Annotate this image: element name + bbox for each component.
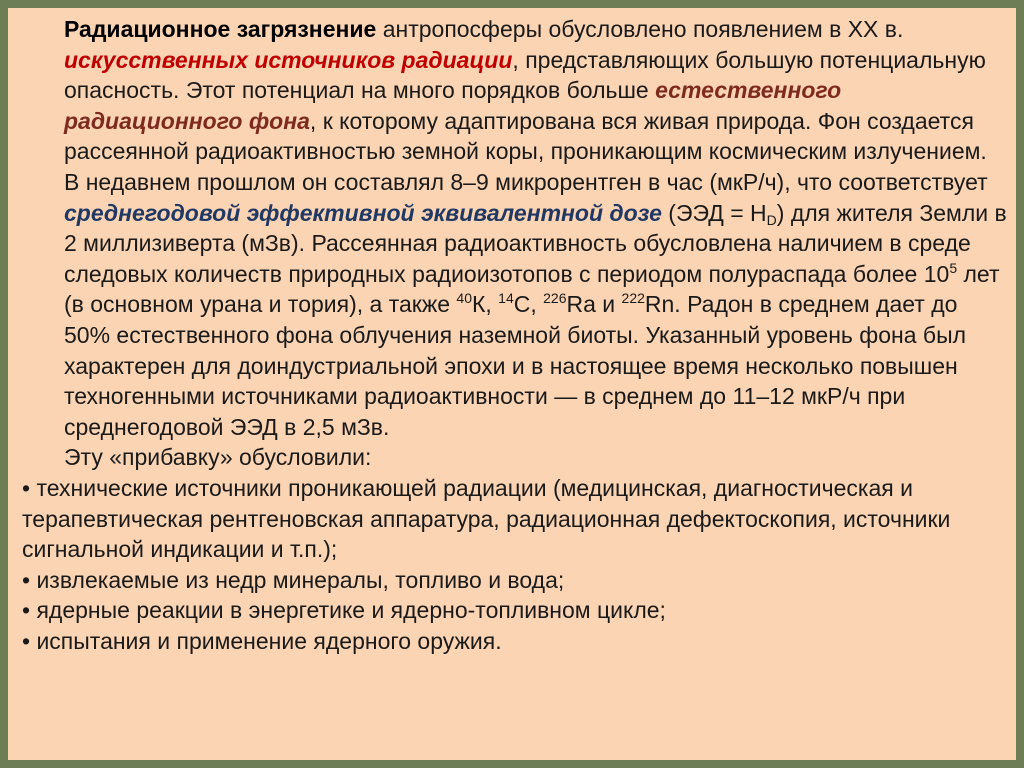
paragraph-addition: Эту «прибавку» обусловили:	[64, 444, 372, 471]
subscript-d: D	[766, 211, 777, 228]
superscript-226: 226	[543, 290, 567, 307]
bullet-item: • ядерные реакции в энергетике и ядерно-топливном цикле;	[22, 595, 1007, 626]
text-segment: , представляющих большую потенциальную опасность. Этот потенциал на много порядков больше	[64, 46, 986, 104]
term-artificial-sources: искусственных источников радиации	[64, 46, 513, 73]
paragraph-radiation-pollution	[22, 14, 1007, 442]
superscript-14: 14	[498, 290, 514, 307]
text-segment: (ЭЭД = Н	[661, 199, 767, 226]
text-segment: К,	[471, 291, 499, 318]
bullet-item: • технические источники проникающей радиации (медицинская, диагностическая и терапевтическая рентгеновская аппаратура, радиационная дефектоскопия, источники сигнальной индикации и т.п.);	[22, 473, 1007, 565]
text-segment: лет (в основном урана и тория), а также	[64, 260, 1000, 318]
term-natural-background: естественного радиационного фона	[64, 77, 842, 134]
superscript-222: 222	[621, 290, 645, 307]
bullet-item: • извлекаемые из недр минералы, топливо и вода;	[22, 565, 1007, 596]
term-radiation-pollution: Радиационное загрязнение	[64, 16, 377, 42]
term-effective-dose: среднегодовой эффективной эквивалентной дозе	[64, 199, 662, 226]
text-segment: антропосферы обусловлено появлением в ХХ в.	[376, 16, 904, 42]
superscript-5: 5	[949, 259, 958, 276]
slide	[8, 8, 1016, 760]
text-segment: , к которому адаптирована вся живая природа. Фон создается рассеянной радиоактивностью земной коры, проникающим космическим излучением. В недавнем прошлом он составлял 8–9 микрорентген в час (мкР/ч), что соответствует	[64, 107, 988, 195]
superscript-40: 40	[456, 290, 472, 307]
text-segment: ) для жителя Земли в 2 миллизиверта (мЗв). Рассеянная радиоактивность обусловлена наличием в среде следовых количеств природных радиоизотопов с периодом полураспада более 10	[64, 199, 1007, 287]
slide-text	[22, 14, 1007, 656]
text-segment: С,	[513, 291, 544, 318]
text-segment: Rn. Радон в среднем дает до 50% естественного фона облучения наземной биоты. Указанный уровень фона был характерен для доиндустриальной эпохи и в настоящее время несколько повышен техногенными источниками радиоактивности — в среднем до 11–12 мкР/ч при среднегодовой ЭЭД в 2,5 мЗв.	[64, 291, 967, 440]
text-segment: Ra и	[566, 291, 622, 318]
bullet-item: • испытания и применение ядерного оружия.	[22, 626, 1007, 657]
